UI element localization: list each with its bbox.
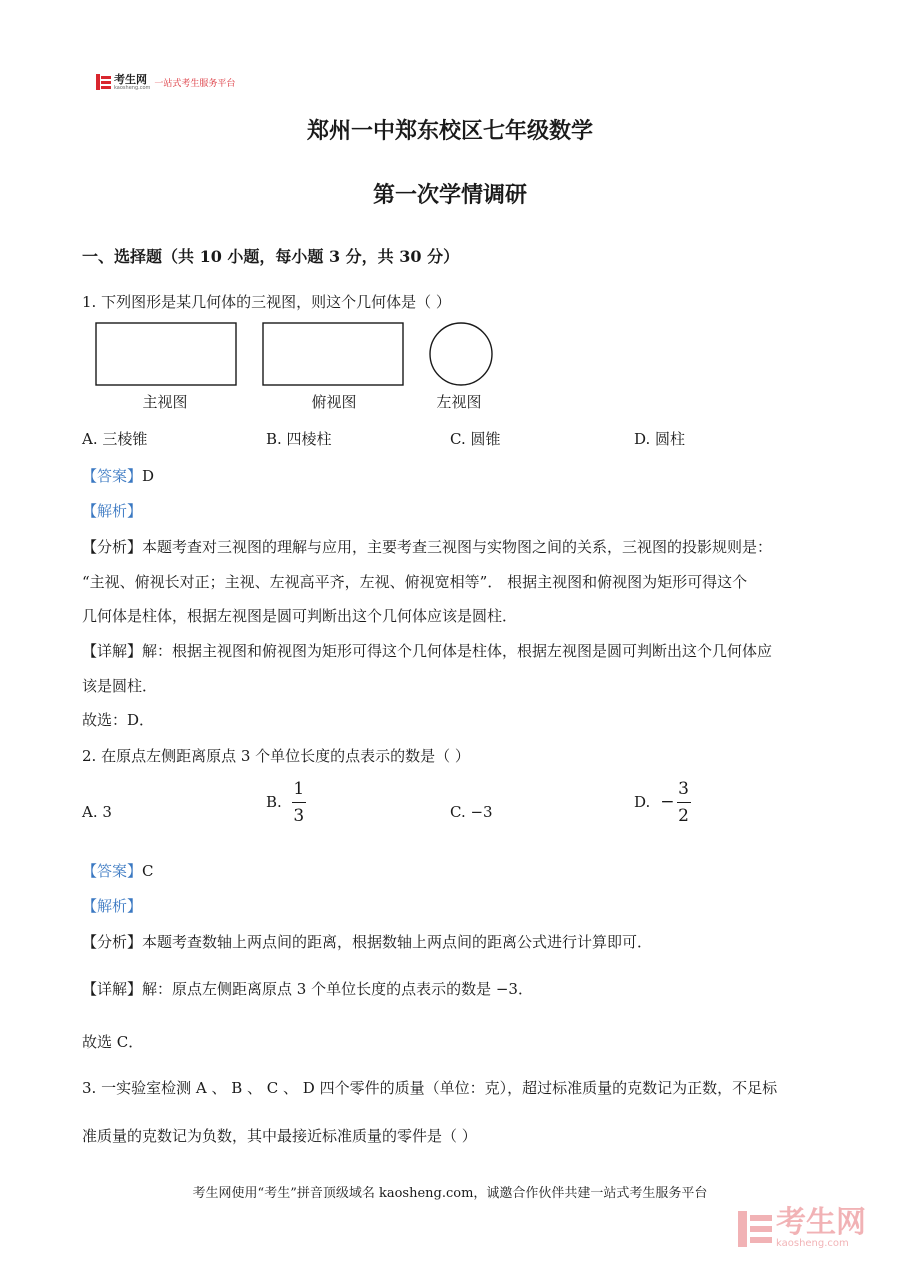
- watermark-domain: kaosheng.com: [776, 1238, 849, 1249]
- q1-option-c: C. 圆锥: [450, 430, 501, 448]
- q2-conclusion: 故选 C．: [82, 1033, 144, 1051]
- q2-analysis-tag: 【解析】: [82, 897, 143, 915]
- q1-xiangjie-line2: 该是圆柱．: [82, 677, 158, 695]
- watermark-name: 考生网: [776, 1205, 866, 1240]
- brand-logo: [96, 72, 235, 92]
- left-view-circle: [430, 323, 492, 385]
- q1-analysis-tag: 【解析】: [82, 502, 143, 520]
- answer-value: C: [142, 862, 154, 880]
- q1-answer: [82, 465, 154, 486]
- q1-xiangjie: 【详解】解：根据主视图和俯视图为矩形可得这个几何体是柱体，根据左视图是圆可判断出这个几何体应: [82, 642, 773, 660]
- q1-option-a: A. 三棱锥: [82, 430, 148, 448]
- xiangjie-tag: 【详解】: [82, 642, 143, 660]
- caption-left-view: 左视图: [436, 393, 482, 411]
- fraction-one-third: $\frac{1}{3}$: [293, 778, 305, 826]
- q2-xiangjie: 【详解】解：原点左侧距离原点 3 个单位长度的点表示的数是 −3．: [82, 980, 533, 998]
- q2-option-b: B. $\frac{1}{3}$: [266, 778, 305, 826]
- q1-option-b: B. 四棱柱: [266, 430, 332, 448]
- page-footer: 考生网使用“考生”拼音顶级域名 kaosheng.com，诚邀合作伙伴共建一站式考生服务平台: [192, 1186, 708, 1201]
- q1-fenxi-line2: “主视、俯视长对正；主视、左视高平齐，左视、俯视宽相等”． 根据主视图和俯视图为矩形可得这个: [82, 573, 748, 591]
- front-view-rect: [96, 323, 236, 385]
- q2-answer: [82, 860, 154, 881]
- watermark-logo: [738, 1205, 866, 1249]
- answer-value: D: [142, 467, 155, 485]
- q1-fenxi: 【分析】本题考查对三视图的理解与应用，主要考查三视图与实物图之间的关系，三视图的投影规则是：: [82, 538, 773, 556]
- three-view-figure: [90, 318, 510, 393]
- q2-option-c: C. −3: [450, 803, 493, 821]
- page-title: 郑州一中郑东校区七年级数学: [306, 118, 593, 144]
- fenxi-tag: 【分析】: [82, 538, 143, 556]
- q2-option-d: D. − $\frac{3}{2}$: [634, 778, 689, 826]
- caption-top-view: 俯视图: [311, 393, 357, 411]
- section-heading: 一、选择题（共 10 小题，每小题 3 分，共 30 分）: [82, 247, 460, 266]
- fenxi-tag: 【分析】: [82, 933, 143, 951]
- logo-domain: kaosheng.com: [114, 84, 151, 91]
- q1-option-d: D. 圆柱: [634, 430, 686, 448]
- q3-stem-line2: 准质量的克数记为负数，其中最接近标准质量的零件是（ ）: [82, 1127, 477, 1145]
- watermark-icon: [738, 1211, 772, 1247]
- q2-fenxi: 【分析】本题考查数轴上两点间的距离，根据数轴上两点间的距离公式进行计算即可．: [82, 933, 653, 951]
- q2-stem: 2. 在原点左侧距离原点 3 个单位长度的点表示的数是（ ）: [82, 747, 470, 765]
- answer-tag: 【答案】: [82, 467, 143, 485]
- fraction-three-halves: $\frac{3}{2}$: [678, 778, 689, 826]
- answer-tag: 【答案】: [82, 862, 143, 880]
- q1-fenxi-line3: 几何体是柱体，根据左视图是圆可判断出这个几何体应该是圆柱．: [82, 607, 518, 625]
- page-subtitle: 第一次学情调研: [372, 182, 527, 208]
- top-view-rect: [263, 323, 403, 385]
- xiangjie-tag: 【详解】: [82, 980, 143, 998]
- q1-stem: 1. 下列图形是某几何体的三视图，则这个几何体是（ ）: [82, 293, 451, 311]
- q2-option-a: A. 3: [82, 803, 112, 821]
- logo-icon: [96, 74, 111, 90]
- q1-conclusion: 故选：D．: [82, 711, 155, 729]
- logo-name: 考生网: [114, 72, 147, 86]
- q3-stem: 3. 一实验室检测 A 、 B 、 C 、 D 四个零件的质量（单位：克），超过标准质量的克数记为正数，不足标: [82, 1079, 778, 1097]
- logo-slogan: 一站式考生服务平台: [154, 78, 236, 89]
- caption-front-view: 主视图: [142, 393, 188, 411]
